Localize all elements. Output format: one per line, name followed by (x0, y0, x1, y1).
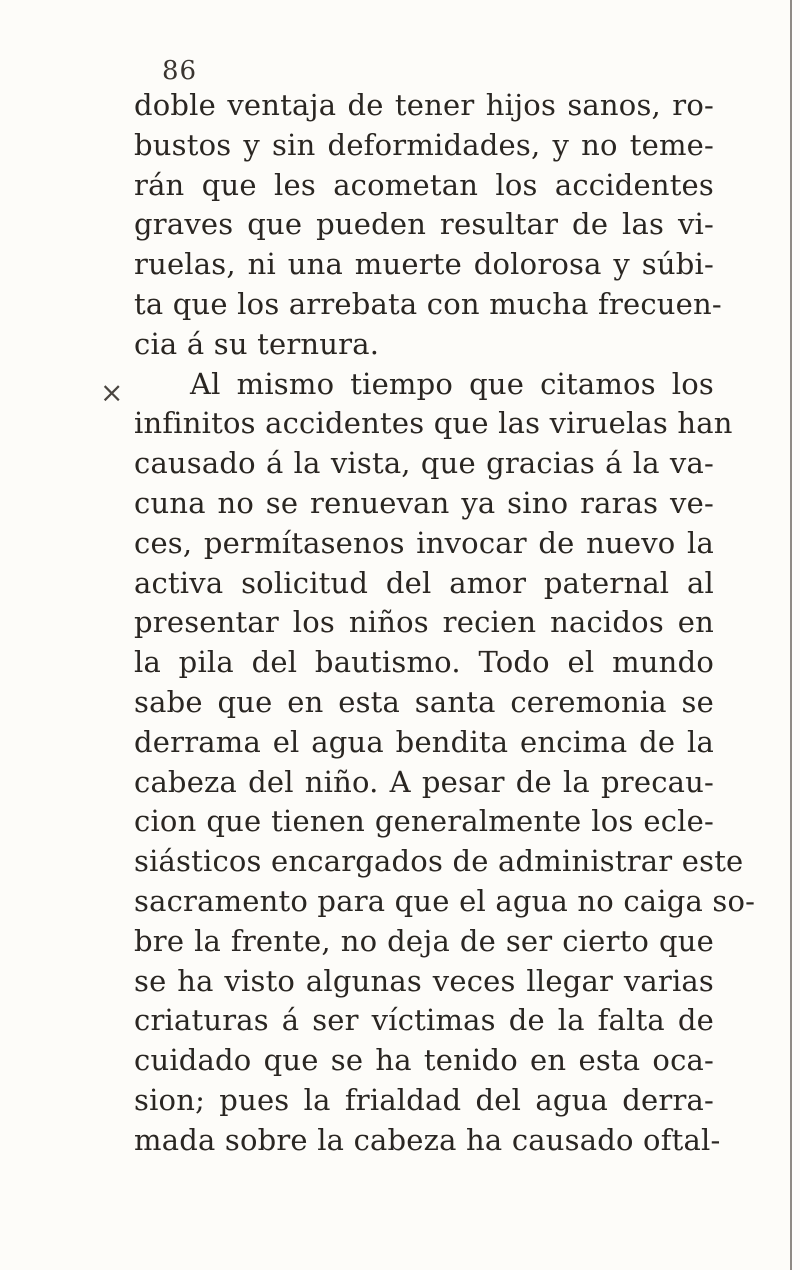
text-line: bustos y sin deformidades, y no teme- (134, 127, 714, 162)
text-line: cabeza del niño. A pesar de la precau- (134, 764, 714, 799)
text-line: bre la frente, no deja de ser cierto que (134, 923, 714, 958)
text-line: sabe que en esta santa ceremonia se (134, 684, 714, 719)
text-line: cuidado que se ha tenido en esta oca- (134, 1043, 714, 1078)
text-line: siásticos encargados de administrar este (134, 844, 744, 879)
body-text (134, 86, 756, 1161)
margin-mark: × (100, 376, 124, 409)
text-line: presentar los niños recien nacidos en (134, 605, 714, 640)
text-line: ta que los arrebata con mucha frecuen- (134, 286, 722, 321)
text-line: ces, permítasenos invocar de nuevo la (134, 525, 714, 560)
text-line: doble ventaja de tener hijos sanos, ro- (134, 88, 714, 122)
page-edge-line (790, 0, 792, 1270)
text-line: Al mismo tiempo que citamos los (190, 366, 714, 401)
text-line: rán que les acometan los accidentes (134, 167, 714, 202)
text-line: cion que tienen generalmente los ecle- (134, 804, 714, 839)
text-line: activa solicitud del amor paternal al (134, 565, 714, 600)
text-line: causado á la vista, que gracias á la va- (134, 446, 714, 481)
text-line: mada sobre la cabeza ha causado oftal- (134, 1122, 721, 1157)
text-line: se ha visto algunas veces llegar varias (134, 963, 714, 998)
text-line: cia á su ternura. (134, 326, 380, 361)
text-line: infinitos accidentes que las viruelas han (134, 406, 733, 441)
text-line: criaturas á ser víctimas de la falta de (134, 1003, 714, 1038)
text-line: ruelas, ni una muerte dolorosa y súbi- (134, 247, 714, 282)
text-line: sion; pues la frialdad del agua derra- (134, 1082, 714, 1117)
text-line: graves que pueden resultar de las vi- (134, 207, 714, 242)
text-line: la pila del bautismo. Todo el mundo (134, 645, 714, 680)
text-line: derrama el agua bendita encima de la (134, 724, 714, 759)
text-line: sacramento para que el agua no caiga so- (134, 883, 756, 918)
text-line: cuna no se renuevan ya sino raras ve- (134, 485, 714, 520)
page-number: 86 (162, 56, 198, 86)
